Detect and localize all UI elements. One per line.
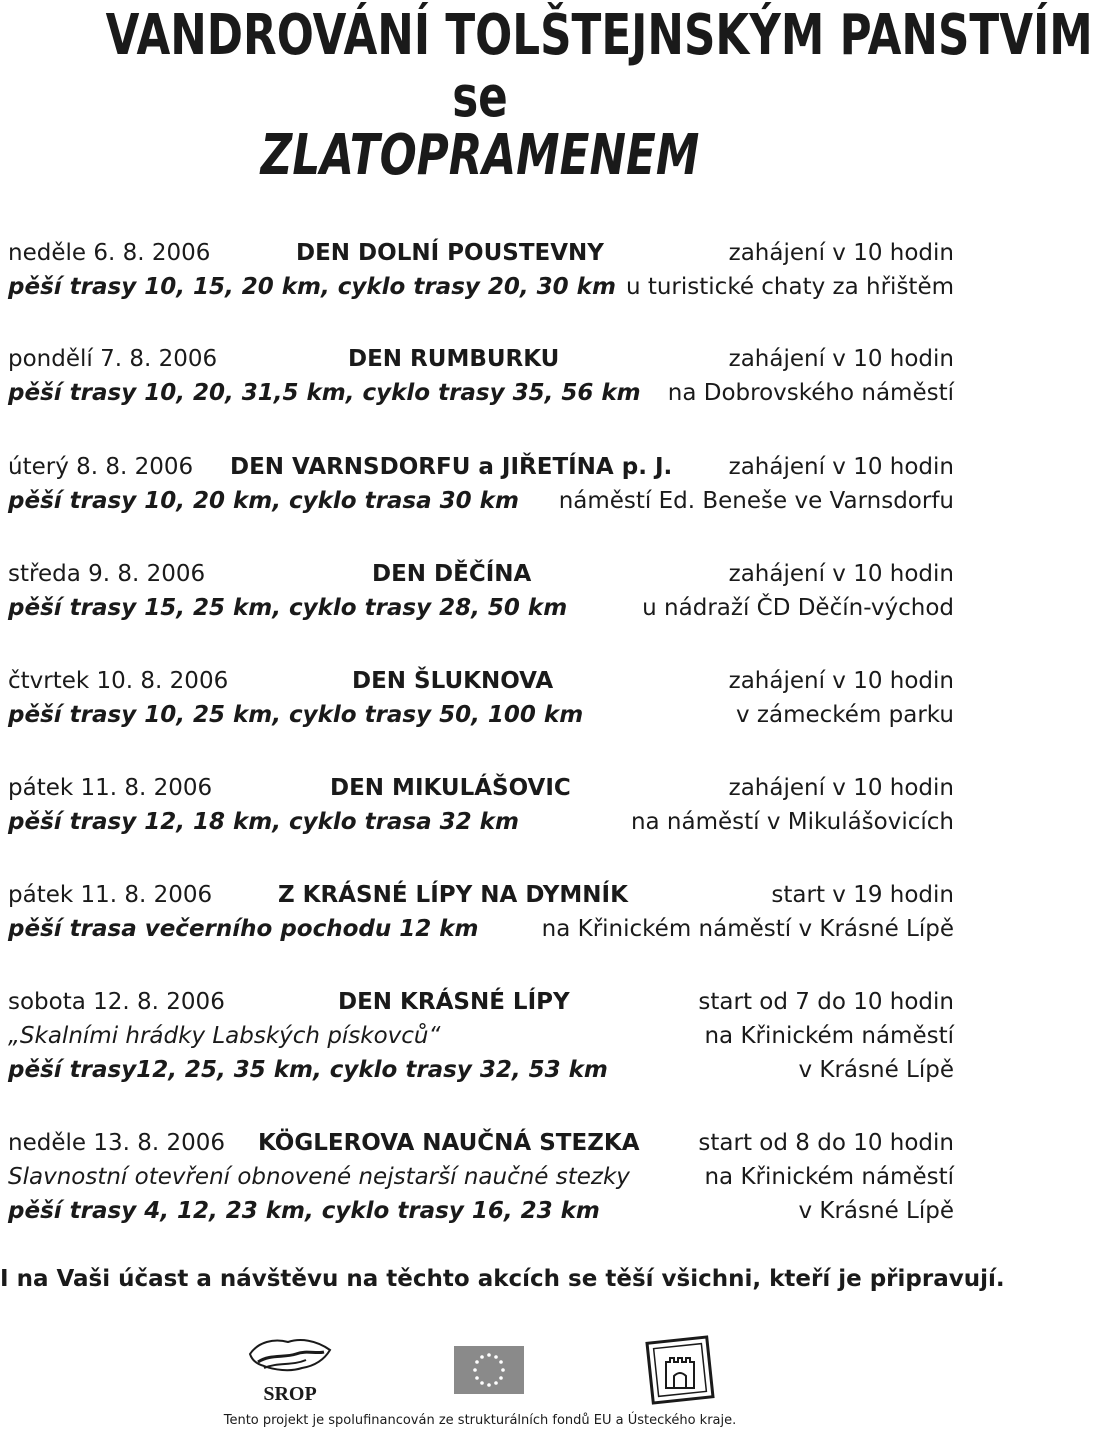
event-block: [0, 771, 960, 839]
sponsor-logos: [0, 1332, 960, 1412]
event-trails: pěší trasy12, 25, 35 km, cyklo trasy 32, 53 km: [8, 1057, 608, 1083]
event-place: u turistické chaty za hřištěm: [625, 274, 954, 300]
event-trails: pěší trasy 10, 15, 20 km, cyklo trasy 20, 30 km: [8, 274, 616, 300]
event-place: na Křinickém náměstí v Krásné Lípě: [541, 916, 954, 942]
event-subtitle: Slavnostní otevření obnovené nejstarší naučné stezky: [8, 1164, 630, 1190]
event-place: náměstí Ed. Beneše ve Varnsdorfu: [558, 488, 954, 514]
event-block: [0, 557, 960, 625]
event-date: sobota 12. 8. 2006: [8, 989, 225, 1015]
event-date: čtvrtek 10. 8. 2006: [8, 668, 229, 694]
event-block: [0, 664, 960, 732]
event-name: DEN DOLNÍ POUSTEVNY: [296, 240, 604, 266]
event-trails: pěší trasy 12, 18 km, cyklo trasa 32 km: [8, 809, 519, 835]
event-place-2: v Krásné Lípě: [798, 1057, 954, 1083]
event-block: [0, 236, 960, 304]
event-trails: pěší trasy 10, 20 km, cyklo trasa 30 km: [8, 488, 519, 514]
poster-title-line-1: VANDROVÁNÍ TOLŠTEJNSKÝM PANSTVÍM: [105, 3, 1093, 68]
event-name: DEN RUMBURKU: [348, 346, 560, 372]
funding-note: Tento projekt je spolufinancován ze strukturálních fondů EU a Ústeckého kraje.: [223, 1413, 737, 1428]
event-start-time: start v 19 hodin: [771, 882, 954, 908]
event-block: [0, 985, 960, 1087]
event-name: Z KRÁSNÉ LÍPY NA DYMNÍK: [278, 882, 628, 908]
event-trails: pěší trasy 4, 12, 23 km, cyklo trasy 16, 23 km: [8, 1198, 600, 1224]
event-start-time: zahájení v 10 hodin: [728, 346, 954, 372]
event-place: na Dobrovského náměstí: [667, 380, 954, 406]
eu-flag-icon: [454, 1346, 524, 1394]
event-trails: pěší trasy 10, 20, 31,5 km, cyklo trasy 35, 56 km: [8, 380, 641, 406]
poster-title-line-2: se: [452, 65, 508, 130]
event-start-time: zahájení v 10 hodin: [728, 775, 954, 801]
event-place: v zámeckém parku: [736, 702, 954, 728]
event-trails: pěší trasy 15, 25 km, cyklo trasy 28, 50 km: [8, 595, 568, 621]
event-place-2: v Krásné Lípě: [798, 1198, 954, 1224]
event-trails: pěší trasa večerního pochodu 12 km: [8, 916, 479, 942]
closing-message: I na Vaši účast a návštěvu na těchto akcích se těší všichni, kteří je připravují.: [0, 1266, 1005, 1292]
event-date: středa 9. 8. 2006: [8, 561, 206, 587]
event-subtitle: „Skalními hrádky Labských pískovců“: [8, 1023, 441, 1049]
event-date: pondělí 7. 8. 2006: [8, 346, 218, 372]
event-start-time: zahájení v 10 hodin: [728, 240, 954, 266]
event-place: na Křinickém náměstí: [704, 1164, 954, 1190]
srop-logo: [244, 1332, 336, 1408]
event-date: úterý 8. 8. 2006: [8, 454, 194, 480]
event-date: neděle 6. 8. 2006: [8, 240, 211, 266]
event-start-time: zahájení v 10 hodin: [728, 561, 954, 587]
event-name: DEN KRÁSNÉ LÍPY: [338, 989, 570, 1015]
event-date: pátek 11. 8. 2006: [8, 882, 213, 908]
event-block: [0, 342, 960, 410]
event-block: [0, 878, 960, 946]
event-date: neděle 13. 8. 2006: [8, 1130, 226, 1156]
event-place: na Křinickém náměstí: [704, 1023, 954, 1049]
event-name: KÖGLEROVA NAUČNÁ STEZKA: [258, 1130, 640, 1156]
event-trails: pěší trasy 10, 25 km, cyklo trasy 50, 100 km: [8, 702, 584, 728]
event-start-time: start od 7 do 10 hodin: [698, 989, 954, 1015]
event-name: DEN MIKULÁŠOVIC: [330, 775, 571, 801]
event-block: [0, 1126, 960, 1228]
srop-logo-text: SROP: [263, 1383, 317, 1405]
event-name: DEN DĚČÍNA: [372, 561, 532, 587]
event-block: [0, 450, 960, 518]
event-start-time: zahájení v 10 hodin: [728, 668, 954, 694]
event-place: na náměstí v Mikulášovicích: [630, 809, 954, 835]
poster-title-line-3: ZLATOPRAMENEM: [260, 123, 700, 188]
event-name: DEN VARNSDORFU a JIŘETÍNA p. J.: [230, 454, 673, 480]
event-name: DEN ŠLUKNOVA: [352, 668, 554, 694]
event-start-time: start od 8 do 10 hodin: [698, 1130, 954, 1156]
event-start-time: zahájení v 10 hodin: [728, 454, 954, 480]
event-place: u nádraží ČD Děčín-východ: [642, 595, 954, 621]
event-date: pátek 11. 8. 2006: [8, 775, 213, 801]
regional-crest-icon: [640, 1332, 720, 1408]
